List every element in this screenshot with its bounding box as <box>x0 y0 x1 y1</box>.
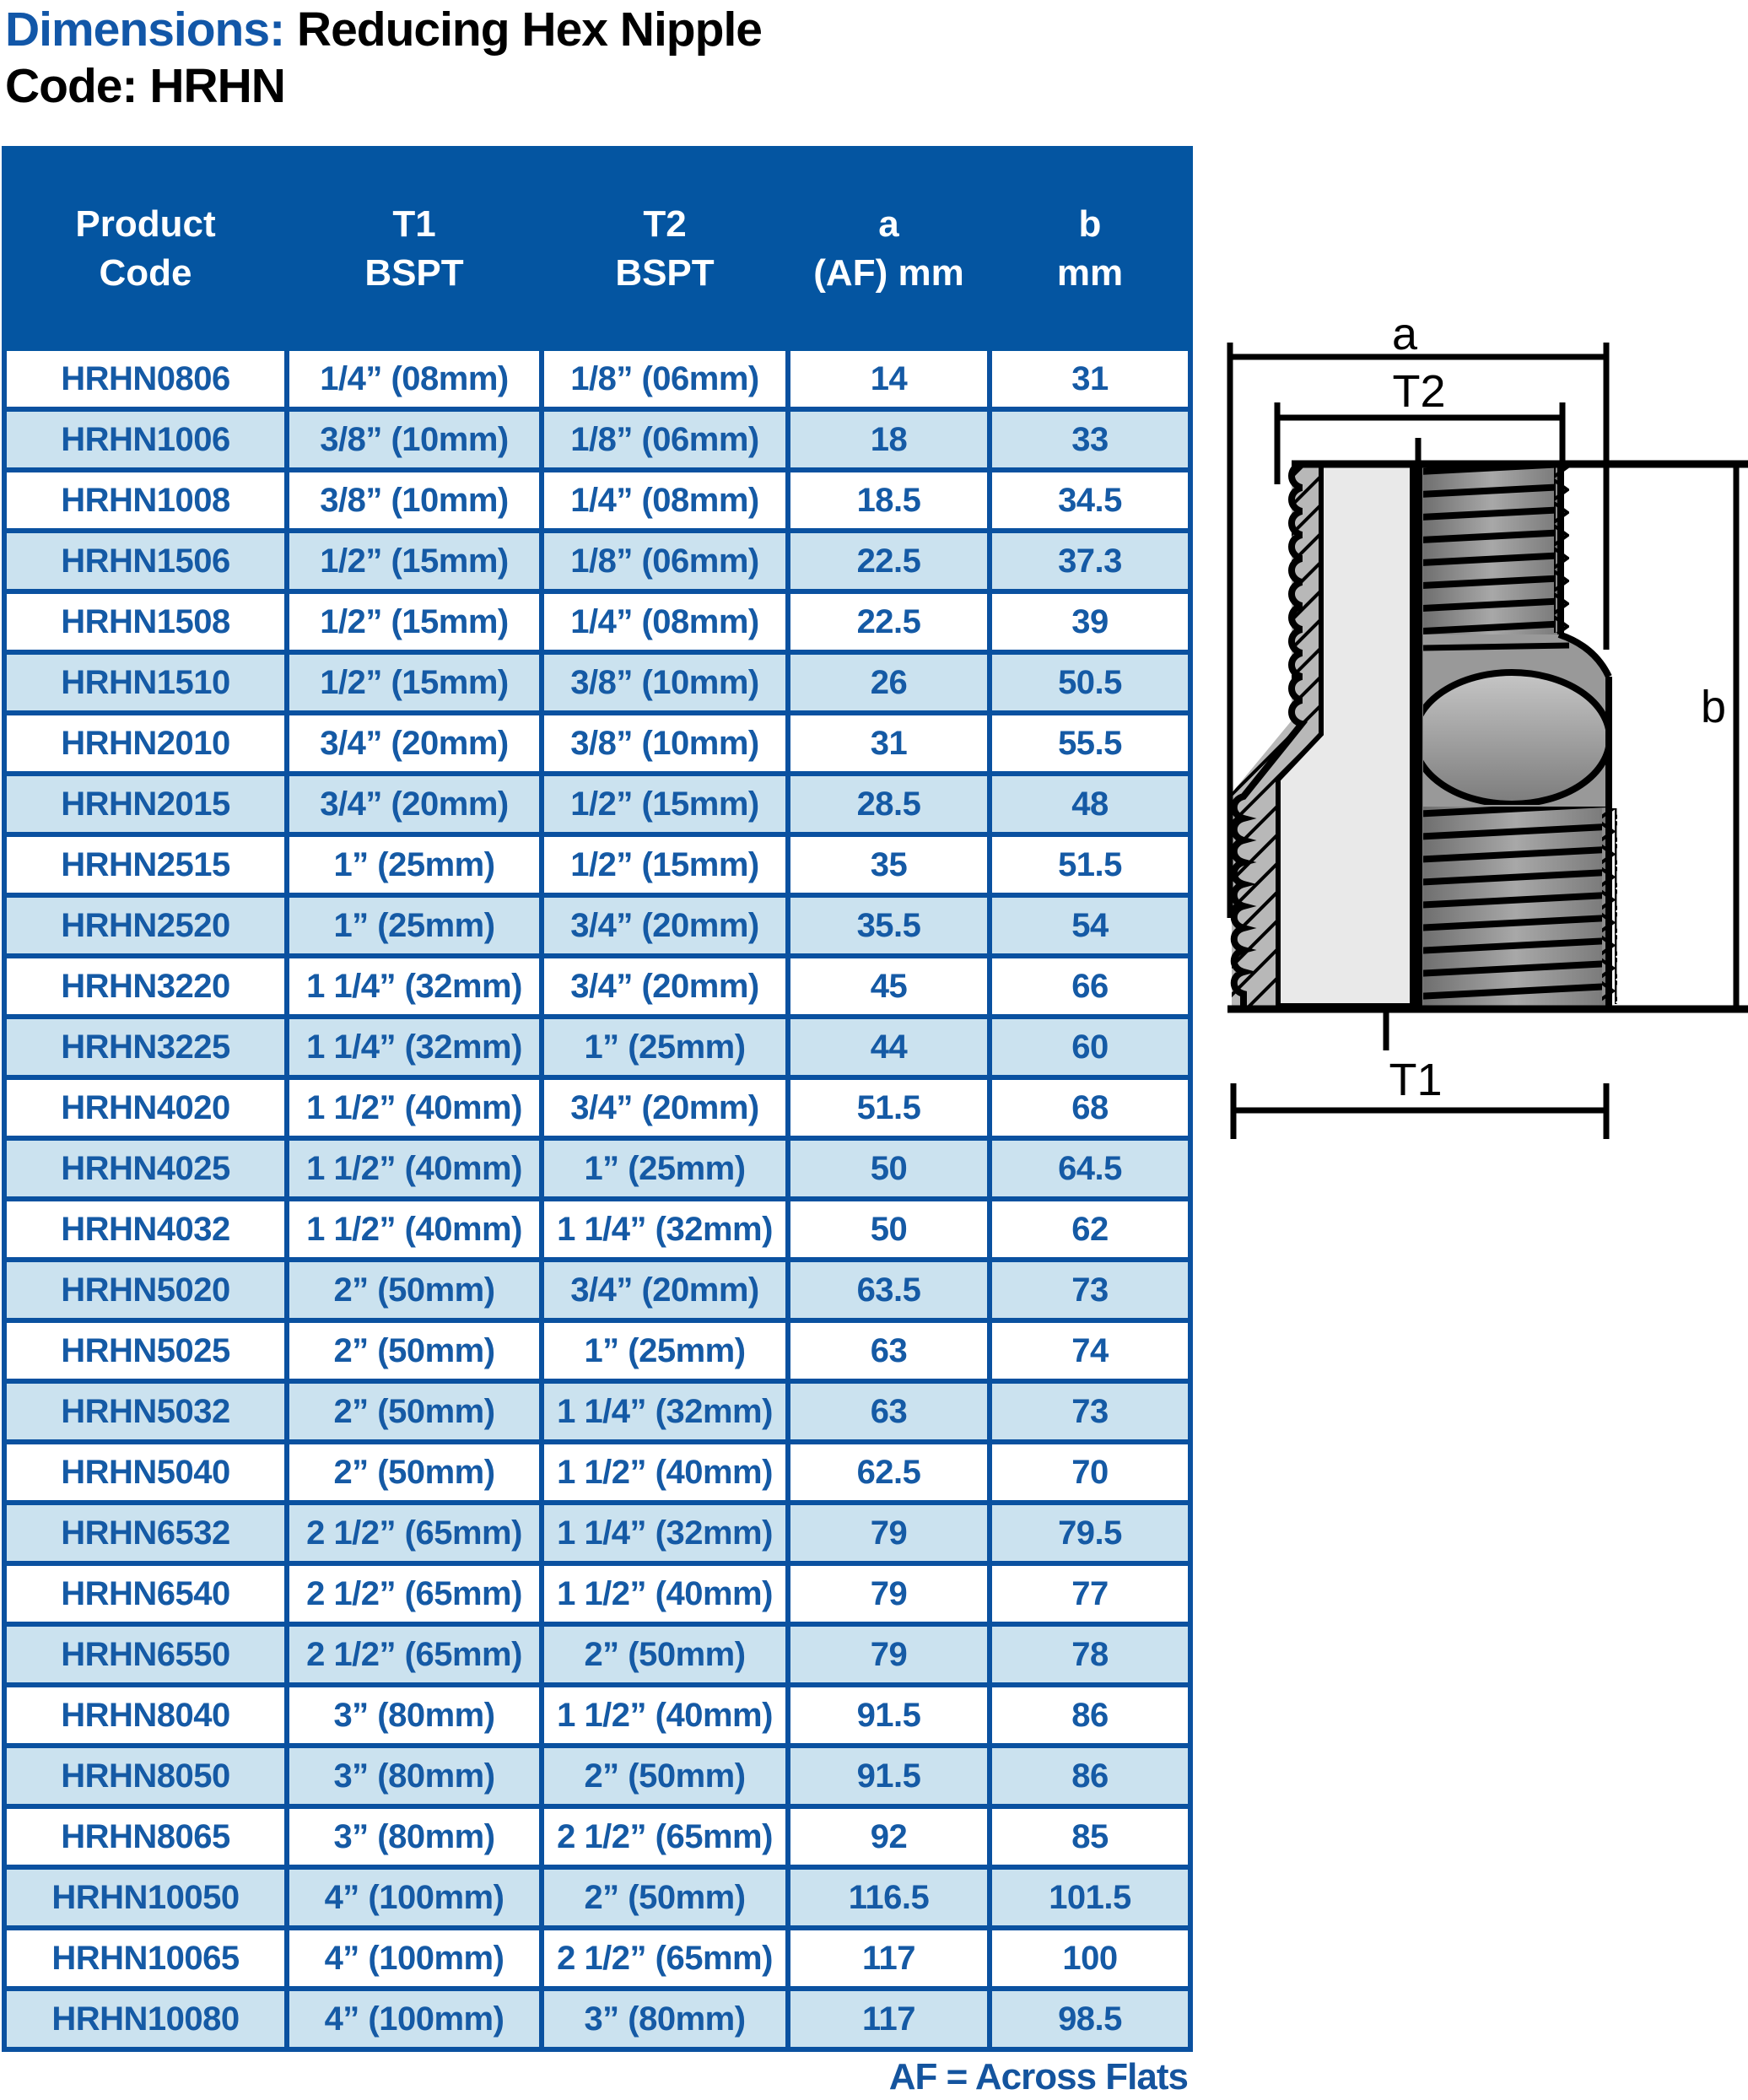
table-row <box>4 1320 1190 1381</box>
table-row <box>4 1442 1190 1503</box>
cell-code: HRHN4020 <box>4 1077 287 1138</box>
header-cell-3: a (AF) mm <box>788 148 990 348</box>
cell-t2: 1/8” (06mm) <box>542 409 788 470</box>
cell-t2: 2 1/2” (65mm) <box>542 1806 788 1867</box>
cell-a: 79 <box>788 1624 990 1685</box>
cell-t2: 3/8” (10mm) <box>542 713 788 774</box>
page-title-line2: Code: HRHN <box>5 59 285 114</box>
cell-t1: 4” (100mm) <box>287 1928 542 1989</box>
cell-t2: 3/4” (20mm) <box>542 895 788 956</box>
cell-b: 101.5 <box>990 1867 1190 1928</box>
cell-b: 55.5 <box>990 713 1190 774</box>
dimension-t2-label: T2 <box>1392 366 1446 417</box>
cell-b: 60 <box>990 1017 1190 1077</box>
cell-a: 44 <box>788 1017 990 1077</box>
cell-a: 22.5 <box>788 591 990 652</box>
table-row <box>4 1867 1190 1928</box>
title-product-name: Reducing Hex Nipple <box>284 3 762 57</box>
cell-a: 26 <box>788 652 990 713</box>
cell-code: HRHN2515 <box>4 834 287 895</box>
table-row <box>4 1017 1190 1077</box>
footnote: AF = Across Flats <box>888 2056 1188 2097</box>
cell-code: HRHN6540 <box>4 1563 287 1624</box>
cell-code: HRHN3220 <box>4 956 287 1017</box>
table-row <box>4 834 1190 895</box>
cell-t2: 2” (50mm) <box>542 1624 788 1685</box>
cell-t2: 1 1/2” (40mm) <box>542 1685 788 1746</box>
dimension-t1-label: T1 <box>1389 1055 1443 1105</box>
cell-t1: 2” (50mm) <box>287 1442 542 1503</box>
cell-a: 45 <box>788 956 990 1017</box>
cell-code: HRHN3225 <box>4 1017 287 1077</box>
cell-a: 63 <box>788 1320 990 1381</box>
cell-a: 91.5 <box>788 1685 990 1746</box>
cell-a: 35.5 <box>788 895 990 956</box>
cell-t2: 1” (25mm) <box>542 1138 788 1199</box>
cell-b: 31 <box>990 348 1190 409</box>
table-row <box>4 531 1190 591</box>
cell-t2: 2” (50mm) <box>542 1746 788 1806</box>
cell-b: 62 <box>990 1199 1190 1260</box>
cell-code: HRHN5032 <box>4 1381 287 1442</box>
hex-section <box>1414 634 1610 807</box>
cell-a: 14 <box>788 348 990 409</box>
header-cell-1: T1 BSPT <box>287 148 542 348</box>
cell-a: 50 <box>788 1138 990 1199</box>
dimension-a-label: a <box>1391 319 1418 359</box>
cell-a: 35 <box>788 834 990 895</box>
cell-t1: 1/2” (15mm) <box>287 652 542 713</box>
cell-t1: 1” (25mm) <box>287 834 542 895</box>
cell-b: 100 <box>990 1928 1190 1989</box>
upper-thread-t2 <box>1423 464 1569 634</box>
cell-t2: 1/4” (08mm) <box>542 591 788 652</box>
table-header-row <box>4 148 1190 348</box>
table-row <box>4 774 1190 834</box>
cell-a: 31 <box>788 713 990 774</box>
cell-code: HRHN6532 <box>4 1503 287 1563</box>
cell-code: HRHN2015 <box>4 774 287 834</box>
cell-a: 117 <box>788 1989 990 2049</box>
cell-t2: 1” (25mm) <box>542 1320 788 1381</box>
table-row <box>4 1563 1190 1624</box>
cell-b: 78 <box>990 1624 1190 1685</box>
cell-code: HRHN1510 <box>4 652 287 713</box>
cell-t1: 1 1/2” (40mm) <box>287 1138 542 1199</box>
cell-t1: 3/4” (20mm) <box>287 713 542 774</box>
cell-t1: 1/2” (15mm) <box>287 531 542 591</box>
table-row <box>4 1077 1190 1138</box>
page-title-line1 <box>5 2 762 58</box>
table-row <box>4 409 1190 470</box>
cell-code: HRHN8040 <box>4 1685 287 1746</box>
cell-t1: 1 1/4” (32mm) <box>287 1017 542 1077</box>
cell-t2: 1” (25mm) <box>542 1017 788 1077</box>
table-row <box>4 1381 1190 1442</box>
cell-a: 79 <box>788 1563 990 1624</box>
cell-t2: 2 1/2” (65mm) <box>542 1928 788 1989</box>
cell-code: HRHN0806 <box>4 348 287 409</box>
cell-code: HRHN5040 <box>4 1442 287 1503</box>
table-row <box>4 1989 1190 2049</box>
cell-b: 51.5 <box>990 834 1190 895</box>
table-row <box>4 1503 1190 1563</box>
cell-code: HRHN8065 <box>4 1806 287 1867</box>
cell-b: 39 <box>990 591 1190 652</box>
cell-code: HRHN1508 <box>4 591 287 652</box>
cell-t2: 1/2” (15mm) <box>542 834 788 895</box>
cell-t1: 3/4” (20mm) <box>287 774 542 834</box>
table-row <box>4 652 1190 713</box>
cell-t2: 2” (50mm) <box>542 1867 788 1928</box>
table-body <box>4 348 1190 2049</box>
cell-a: 116.5 <box>788 1867 990 1928</box>
cell-b: 79.5 <box>990 1503 1190 1563</box>
cell-b: 50.5 <box>990 652 1190 713</box>
cell-t2: 1 1/4” (32mm) <box>542 1381 788 1442</box>
table-row <box>4 1260 1190 1320</box>
cell-a: 92 <box>788 1806 990 1867</box>
title-prefix: Dimensions: <box>5 3 285 57</box>
cell-a: 117 <box>788 1928 990 1989</box>
cell-t1: 1 1/2” (40mm) <box>287 1199 542 1260</box>
cell-code: HRHN4032 <box>4 1199 287 1260</box>
cell-t1: 3/8” (10mm) <box>287 470 542 531</box>
cell-b: 98.5 <box>990 1989 1190 2049</box>
page-title <box>5 2 762 116</box>
table-row <box>4 956 1190 1017</box>
table-row <box>4 470 1190 531</box>
cell-t2: 1/2” (15mm) <box>542 774 788 834</box>
cell-t2: 1 1/2” (40mm) <box>542 1442 788 1503</box>
cell-t2: 3/8” (10mm) <box>542 652 788 713</box>
cell-b: 74 <box>990 1320 1190 1381</box>
cell-t2: 3” (80mm) <box>542 1989 788 2049</box>
cell-t1: 3/8” (10mm) <box>287 409 542 470</box>
table-row <box>4 1624 1190 1685</box>
cell-b: 48 <box>990 774 1190 834</box>
cell-t2: 1 1/4” (32mm) <box>542 1503 788 1563</box>
cell-code: HRHN1006 <box>4 409 287 470</box>
cell-a: 79 <box>788 1503 990 1563</box>
cell-t1: 4” (100mm) <box>287 1989 542 2049</box>
cell-b: 86 <box>990 1685 1190 1746</box>
cell-t2: 1/8” (06mm) <box>542 348 788 409</box>
cell-b: 37.3 <box>990 531 1190 591</box>
table-row <box>4 895 1190 956</box>
cell-t2: 1 1/4” (32mm) <box>542 1199 788 1260</box>
cell-t1: 1 1/2” (40mm) <box>287 1077 542 1138</box>
table-row <box>4 1685 1190 1746</box>
cell-code: HRHN1008 <box>4 470 287 531</box>
table-row <box>4 1138 1190 1199</box>
cell-t1: 1 1/4” (32mm) <box>287 956 542 1017</box>
cell-code: HRHN5020 <box>4 1260 287 1320</box>
cell-t1: 3” (80mm) <box>287 1746 542 1806</box>
header-cell-2: T2 BSPT <box>542 148 788 348</box>
cell-t1: 2” (50mm) <box>287 1260 542 1320</box>
cell-b: 86 <box>990 1746 1190 1806</box>
cell-a: 63.5 <box>788 1260 990 1320</box>
cell-b: 85 <box>990 1806 1190 1867</box>
cell-a: 62.5 <box>788 1442 990 1503</box>
cell-t2: 3/4” (20mm) <box>542 1077 788 1138</box>
cell-t1: 1/4” (08mm) <box>287 348 542 409</box>
cell-b: 73 <box>990 1260 1190 1320</box>
cell-t1: 1/2” (15mm) <box>287 591 542 652</box>
cell-b: 66 <box>990 956 1190 1017</box>
cell-t1: 3” (80mm) <box>287 1685 542 1746</box>
cell-b: 54 <box>990 895 1190 956</box>
cell-b: 73 <box>990 1381 1190 1442</box>
cell-code: HRHN6550 <box>4 1624 287 1685</box>
table-row <box>4 1199 1190 1260</box>
cell-code: HRHN2520 <box>4 895 287 956</box>
cell-b: 70 <box>990 1442 1190 1503</box>
cell-code: HRHN10080 <box>4 1989 287 2049</box>
cell-a: 91.5 <box>788 1746 990 1806</box>
cell-a: 18 <box>788 409 990 470</box>
cell-t1: 2 1/2” (65mm) <box>287 1563 542 1624</box>
cell-b: 68 <box>990 1077 1190 1138</box>
cell-t1: 2 1/2” (65mm) <box>287 1624 542 1685</box>
cell-a: 28.5 <box>788 774 990 834</box>
cell-t1: 2 1/2” (65mm) <box>287 1503 542 1563</box>
cell-a: 22.5 <box>788 531 990 591</box>
cell-t1: 4” (100mm) <box>287 1867 542 1928</box>
table-row <box>4 1746 1190 1806</box>
cell-a: 18.5 <box>788 470 990 531</box>
header-cell-4: b mm <box>990 148 1190 348</box>
table-row <box>4 1806 1190 1867</box>
table-row <box>4 1928 1190 1989</box>
cell-code: HRHN4025 <box>4 1138 287 1199</box>
cell-a: 63 <box>788 1381 990 1442</box>
table-row <box>4 591 1190 652</box>
cell-b: 64.5 <box>990 1138 1190 1199</box>
cell-t2: 1/4” (08mm) <box>542 470 788 531</box>
hex-nipple-cross-section-diagram <box>1190 319 1748 1171</box>
cell-t1: 2” (50mm) <box>287 1381 542 1442</box>
cell-t1: 3” (80mm) <box>287 1806 542 1867</box>
cell-code: HRHN10065 <box>4 1928 287 1989</box>
cell-code: HRHN1506 <box>4 531 287 591</box>
table-header <box>4 148 1190 348</box>
cell-code: HRHN2010 <box>4 713 287 774</box>
cell-code: HRHN10050 <box>4 1867 287 1928</box>
cell-t1: 1” (25mm) <box>287 895 542 956</box>
cell-code: HRHN5025 <box>4 1320 287 1381</box>
cell-b: 77 <box>990 1563 1190 1624</box>
cell-code: HRHN8050 <box>4 1746 287 1806</box>
cell-t2: 1/8” (06mm) <box>542 531 788 591</box>
cell-a: 51.5 <box>788 1077 990 1138</box>
table-row <box>4 713 1190 774</box>
table-row <box>4 348 1190 409</box>
header-cell-0: Product Code <box>4 148 287 348</box>
cell-b: 34.5 <box>990 470 1190 531</box>
dimensions-table <box>2 146 1193 2052</box>
cell-t2: 1 1/2” (40mm) <box>542 1563 788 1624</box>
cell-b: 33 <box>990 409 1190 470</box>
cell-t2: 3/4” (20mm) <box>542 956 788 1017</box>
cell-a: 50 <box>788 1199 990 1260</box>
cell-t1: 2” (50mm) <box>287 1320 542 1381</box>
dimension-b-label: b <box>1701 682 1727 732</box>
cell-t2: 3/4” (20mm) <box>542 1260 788 1320</box>
